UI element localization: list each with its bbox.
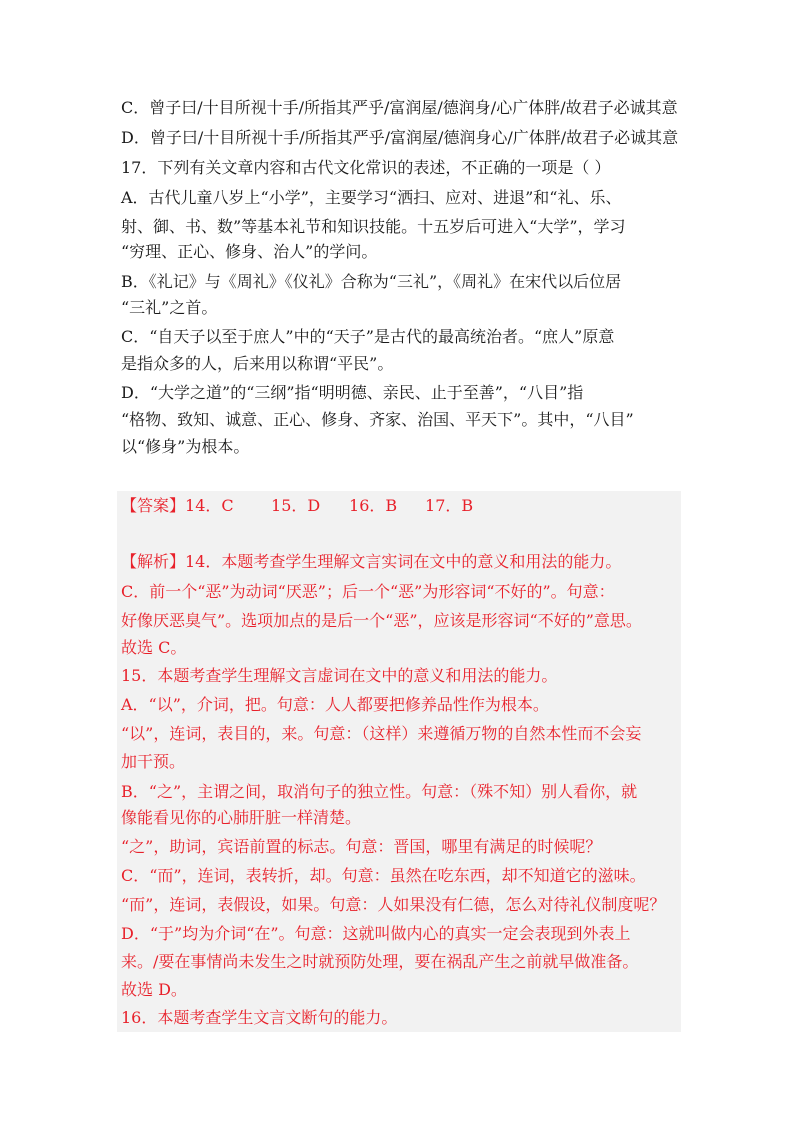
option-d-line-1: D．“大学之道”的“三纲”指“明明德、亲民、止于至善”，“八目”指	[121, 383, 584, 402]
analysis-line-15: 来。/要在事情尚未发生之时就预防处理，要在祸乱产生之前就早做准备。	[121, 952, 639, 971]
option-d-punctuation: D．曾子曰/十目所视十手/所指其严乎/富润屋/德润身心/广体胖/故君子必诚其意	[121, 128, 679, 147]
analysis-line-10: 像能看见你的心肺肝脏一样清楚。	[121, 808, 362, 827]
analysis-line-3: 好像厌恶臭气”。选项加点的是后一个“恶”，应该是形容词“不好的”意思。	[121, 611, 642, 630]
analysis-line-14: D．“于”均为介词“在”。句意：这就叫做内心的真实一定会表现到外表上	[121, 924, 631, 943]
answer-line	[121, 494, 473, 518]
option-c-line-2: 是指众多的人，后来用以称谓“平民”。	[121, 354, 394, 373]
answer-item-14: 14．C	[185, 496, 234, 515]
option-a-line-3: “穷理、正心、修身、治人”的学问。	[121, 242, 378, 261]
option-b-line-1: B．《礼记》与《周礼》《仪礼》合称为“三礼”，《周礼》在宋代以后位居	[121, 272, 622, 291]
option-b-line-2: “三礼”之首。	[121, 298, 218, 317]
analysis-line-5: 15．本题考查学生理解文言虚词在文中的意义和用法的能力。	[121, 666, 558, 685]
option-d-line-3: 以“修身”为根本。	[121, 437, 250, 456]
option-c-line-1: C．“自天子以至于庶人”中的“天子”是古代的最高统治者。“庶人”原意	[121, 327, 615, 346]
answer-item-16: 16．B	[349, 496, 398, 515]
analysis-line-1: 【解析】14．本题考查学生理解文言实词在文中的意义和用法的能力。	[121, 552, 622, 571]
analysis-line-13: “而”，连词，表假设，如果。句意：人如果没有仁德，怎么对待礼仪制度呢？	[121, 895, 666, 914]
analysis-line-12: C．“而”，连词，表转折，却。句意：虽然在吃东西，却不知道它的滋味。	[121, 866, 646, 885]
analysis-line-6: A．“以”，介词，把。句意：人人都要把修养品性作为根本。	[121, 695, 549, 714]
analysis-line-17: 16．本题考查学生文言文断句的能力。	[121, 1008, 398, 1027]
option-a-line-1: A．古代儿童八岁上“小学”，主要学习“洒扫、应对、进退”和“礼、乐、	[121, 188, 622, 207]
option-a-line-2: 射、御、书、数”等基本礼节和知识技能。十五岁后可进入“大学”，学习	[121, 217, 626, 236]
option-d-line-2: “格物、致知、诚意、正心、修身、齐家、治国、平天下”。其中，“八目”	[121, 410, 634, 429]
analysis-line-4: 故选 C。	[121, 638, 187, 657]
option-c-punctuation: C．曾子曰/十目所视十手/所指其严乎/富润屋/德润身/心广体胖/故君子必诚其意	[121, 98, 678, 117]
analysis-line-7: “以”，连词，表目的，来。句意：（这样）来遵循万物的自然本性而不会妄	[121, 724, 642, 743]
answer-item-17: 17．B	[425, 496, 474, 515]
analysis-line-11: “之”，助词，宾语前置的标志。句意：晋国，哪里有满足的时候呢？	[121, 837, 602, 856]
question-17-stem: 17．下列有关文章内容和古代文化常识的表述，不正确的一项是（ ）	[121, 158, 611, 177]
answer-item-15: 15．D	[271, 496, 321, 515]
analysis-line-8: 加干预。	[121, 752, 186, 771]
answer-label: 【答案】	[121, 496, 186, 515]
analysis-line-16: 故选 D。	[121, 980, 187, 999]
analysis-line-2: C．前一个“恶”为动词“厌恶”；后一个“恶”为形容词“不好的”。句意：	[121, 582, 615, 601]
analysis-line-9: B．“之”，主谓之间，取消句子的独立性。句意：（殊不知）别人看你，就	[121, 782, 638, 801]
